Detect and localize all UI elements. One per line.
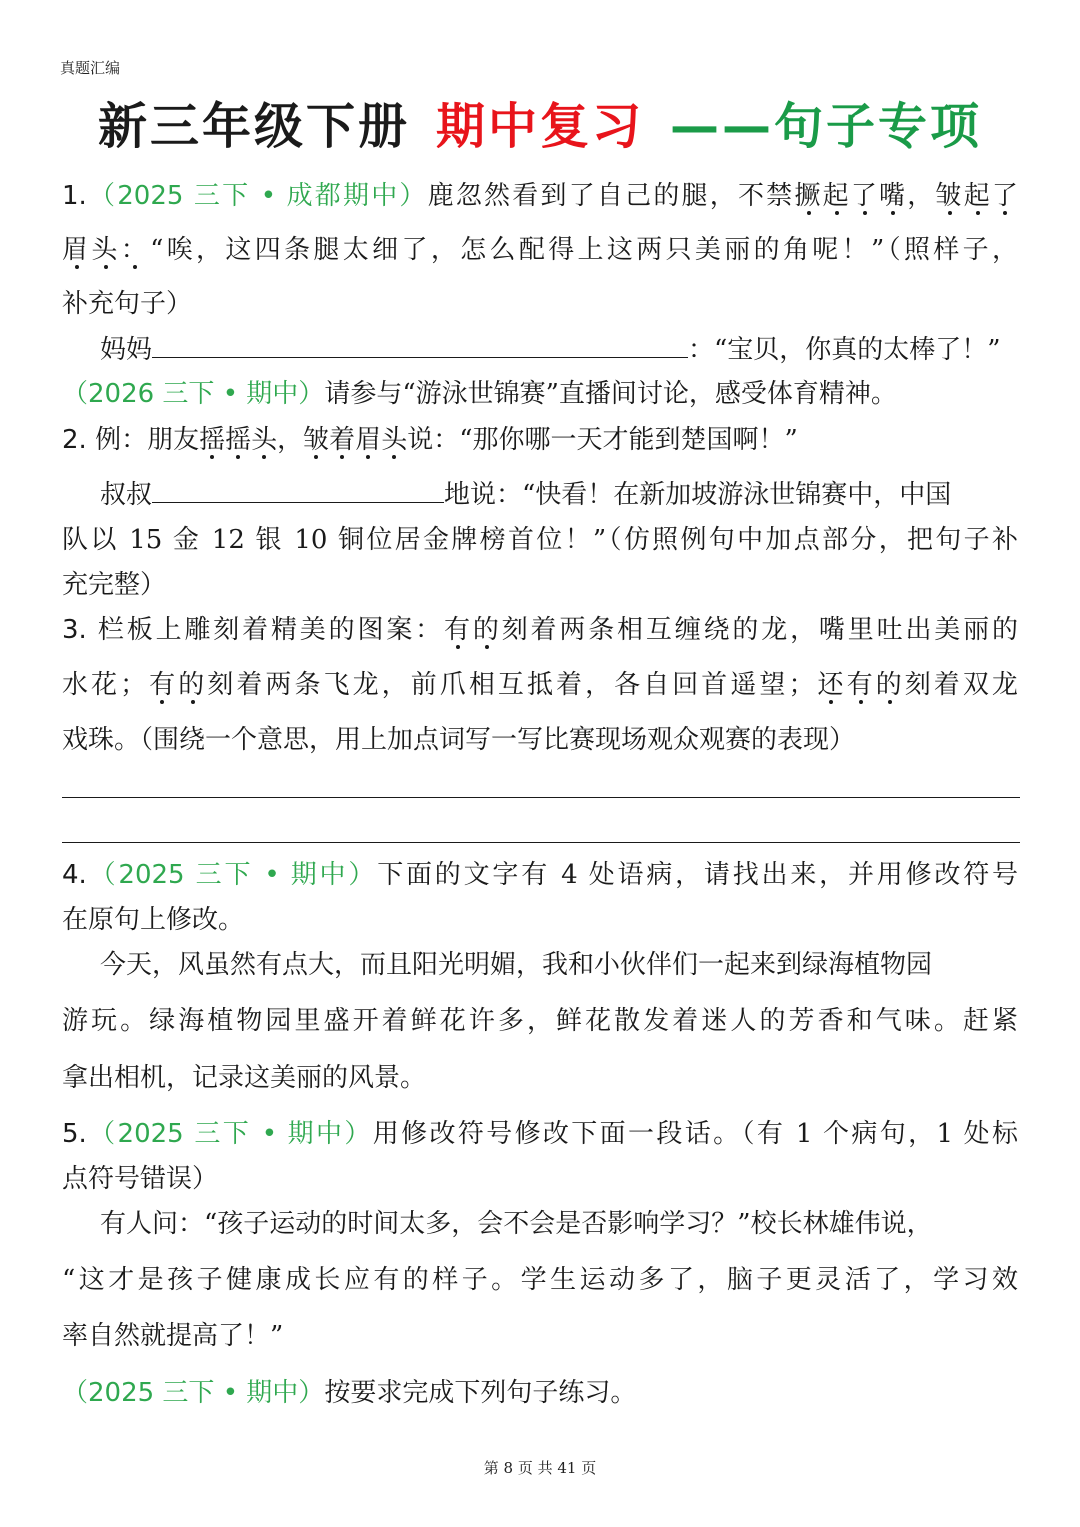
q1-number: 1. [62, 181, 87, 211]
q3-text: 刻着双龙 [904, 670, 1018, 700]
q4-para-line3: 拿出相机，记录这美丽的风景。 [62, 1063, 427, 1093]
intro-text: 请参与“游泳世锦赛”直播间讨论，感受体育精神。 [324, 379, 897, 409]
dotted-char: 眉 [62, 235, 92, 265]
dotted-char: 撅 [794, 181, 823, 211]
q5-para-line3: 率自然就提高了！” [62, 1321, 284, 1351]
intro-source: （2025 三下 • 期中） [62, 1378, 325, 1408]
dotted-char: 的 [178, 670, 208, 700]
q1-line3: 补充句子） [62, 289, 193, 319]
dotted-char: 头 [91, 235, 121, 265]
q1-source: （2025 三下 • 成都期中） [86, 181, 428, 211]
q5-line2: 点符号错误） [62, 1164, 219, 1194]
q5-source: （2025 三下 • 期中） [86, 1119, 373, 1149]
answer-line[interactable] [62, 797, 1020, 798]
page-title [0, 88, 1080, 158]
q4-line2: 在原句上修改。 [62, 905, 245, 935]
q2-answer-lead: 叔叔 [100, 480, 153, 510]
q1-answer-tail: ：“宝贝，你真的太棒了！” [688, 335, 1001, 365]
title-part3: ——句子专项 [670, 98, 983, 155]
dotted-char: 摇 [199, 425, 226, 455]
q3-line3: 戏珠。（围绕一个意思，用上加点词写一写比赛现场观众观赛的表现） [62, 725, 856, 755]
section-intro [62, 377, 897, 411]
q5-text: 用修改符号修改下面一段话。（有 1 个病句，1 处标 [372, 1119, 1018, 1149]
q4-para-line1: 今天，风虽然有点大，而且阳光明媚，我和小伙伴们一起来到绿海植物园 [100, 950, 933, 980]
q1-line1 [62, 179, 1018, 213]
q1-text: ， [907, 181, 936, 211]
dotted-char: 着 [329, 425, 356, 455]
q3-number: 3. [62, 615, 87, 645]
q2-line3: 队以 15 金 12 银 10 铜位居金牌榜首位！”（仿照例句中加点部分，把句子补 [62, 525, 1018, 555]
dotted-char: 有 [146, 670, 179, 700]
q3-text: 刻着两条飞龙，前爪相互抵着，各自回首遥望； [207, 670, 815, 700]
dotted-char: 还 [814, 670, 847, 700]
dotted-char: 皱 [935, 181, 964, 211]
q2-example-line [62, 423, 798, 457]
q2-line4: 充完整） [62, 570, 167, 600]
q2-number: 2. [62, 425, 87, 455]
q4-text: 下面的文字有 4 处语病，请找出来，并用修改符号 [377, 860, 1018, 890]
q3-text: 刻着两条相互缠绕的龙，嘴里吐出美丽的 [501, 615, 1018, 645]
dotted-char: 的 [875, 670, 905, 700]
q1-line2 [62, 233, 1018, 267]
dotted-char: 摇 [225, 425, 252, 455]
q3-text: 水花； [62, 670, 147, 700]
q2-text: ， [277, 425, 304, 455]
header-label: 真题汇编 [60, 59, 121, 77]
dotted-char: 有 [846, 670, 876, 700]
answer-blank[interactable] [152, 333, 688, 358]
dotted-char: 有 [444, 615, 473, 645]
dotted-char: 皱 [303, 425, 330, 455]
dotted-char: 起 [963, 181, 992, 211]
q2-answer-line [100, 478, 951, 512]
dotted-char: 的 [472, 615, 502, 645]
q4-source: （2025 三下 • 期中） [86, 860, 378, 890]
dotted-char: 了 [850, 181, 880, 211]
dotted-char: 起 [822, 181, 851, 211]
dotted-char: 眉 [355, 425, 382, 455]
q4-line1 [62, 858, 1018, 892]
q4-number: 4. [62, 860, 87, 890]
q2-text: 说：“那你哪一天才能到楚国啊！” [407, 425, 798, 455]
page-footer: 第 8 页 共 41 页 [483, 1459, 597, 1477]
dotted-char: 头 [381, 425, 408, 455]
answer-blank[interactable] [152, 478, 444, 503]
dotted-char: ： [120, 235, 151, 265]
q4-para-line2: 游玩。绿海植物园里盛开着鲜花许多，鲜花散发着迷人的芳香和气味。赶紧 [62, 1006, 1018, 1036]
q3-line1 [62, 613, 1018, 647]
q2-answer-tail: 地说：“快看！在新加坡游泳世锦赛中，中国 [444, 480, 952, 510]
title-part1: 新三年级下册 [97, 98, 410, 155]
intro-source: （2026 三下 • 期中） [62, 379, 325, 409]
title-part2: 期中复习 [435, 98, 644, 155]
q5-line1 [62, 1117, 1018, 1151]
q1-text: “唉，这四条腿太细了，怎么配得上这两只美丽的角呢！”（照样子， [150, 235, 1018, 265]
q1-text: 鹿忽然看到了自己的腿，不禁 [427, 181, 795, 211]
answer-line[interactable] [62, 842, 1020, 843]
q1-answer-lead: 妈妈 [100, 335, 153, 365]
q3-line2 [62, 668, 1018, 702]
q1-answer-line [100, 333, 1001, 367]
q5-number: 5. [62, 1119, 87, 1149]
q5-para-line2: “这才是孩子健康成长应有的样子。学生运动多了，脑子更灵活了，学习效 [62, 1265, 1018, 1295]
section-intro [62, 1376, 636, 1410]
q2-text: 例：朋友 [95, 425, 200, 455]
dotted-char: 头 [251, 425, 278, 455]
intro-text: 按要求完成下列句子练习。 [324, 1378, 637, 1408]
q5-para-line1: 有人问：“孩子运动的时间太多，会不会是否影响学习？”校长林雄伟说， [100, 1209, 933, 1239]
q3-text: 栏板上雕刻着精美的图案： [97, 615, 444, 645]
dotted-char: 嘴 [879, 181, 908, 211]
dotted-char: 了 [991, 181, 1018, 211]
